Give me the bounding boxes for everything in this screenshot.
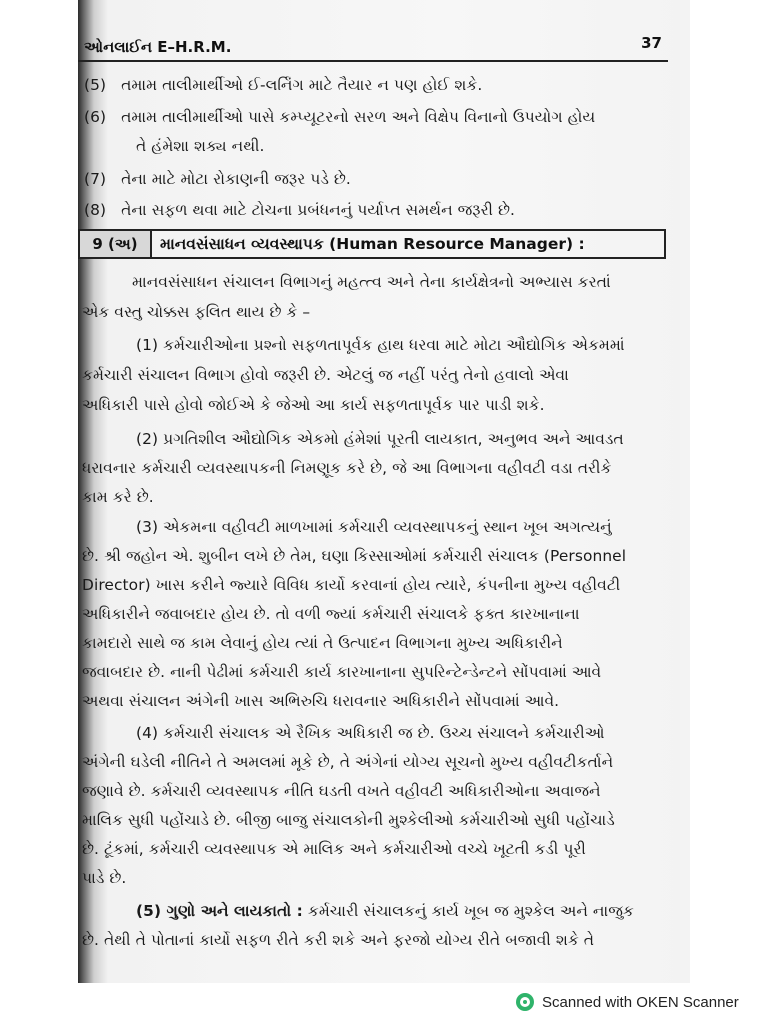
paragraph-line: કર્મચારી સંચાલન વિભાગ હોવો જરૂરી છે. એટલું જ નહીં પરંતુ તેનો હવાલો એવા xyxy=(82,366,569,384)
paragraph-line: કામદારો સાથે જ કામ લેવાનું હોય ત્યાં તે ઉત્પાદન વિભાગના મુખ્ય અધિકારીને xyxy=(82,634,563,652)
paragraph-line: એક વસ્તુ ચોક્કસ ફલિત થાય છે કે – xyxy=(82,303,311,321)
paragraph-line: જવાબદાર છે. નાની પેઢીમાં કર્મચારી કાર્ય કારખાનાના સુપરિન્ટેન્ડેન્ટને સોંપવામાં આવે xyxy=(82,663,602,681)
paragraph-line: છે. શ્રી જહોન એ. શુબીન લખે છે તેમ, ઘણા કિસ્સાઓમાં કર્મચારી સંચાલક (Personnel xyxy=(82,547,627,565)
paragraph-line: Director) ખાસ કરીને જ્યારે વિવિધ કાર્યો કરવાનાં હોય ત્યારે, કંપનીના મુખ્ય વહીવટી xyxy=(82,576,621,594)
paragraph-line: (1) કર્મચારીઓના પ્રશ્નો સફળતાપૂર્વક હાથ ધરવા માટે મોટા ઔદ્યોગિક એકમમાં xyxy=(136,336,625,354)
page-header xyxy=(78,34,668,62)
subheading-lead: (5) ગુણો અને લાયકાતો : xyxy=(136,902,303,920)
paragraph-line: (3) એકમના વહીવટી માળખામાં કર્મચારી વ્યવસ્થાપકનું સ્થાન ખૂબ અગત્યનું xyxy=(136,518,612,536)
paragraph-line: માલિક સુધી પહોંચાડે છે. બીજી બાજુ સંચાલકોની મુશ્કેલીઓ કર્મચારીઓ સુધી પહોંચાડે xyxy=(82,811,615,829)
paragraph-line: છે. તેથી તે પોતાનાં કાર્યો સફળ રીતે કરી શકે અને ફરજો યોગ્ય રીતે બજાવી શકે તે xyxy=(82,931,595,949)
oken-scanner-icon xyxy=(516,993,534,1011)
section-title: માનવસંસાધન વ્યવસ્થાપક (Human Resource Manager) : xyxy=(160,235,585,253)
header-title: ઓનલાઈન E–H.R.M. xyxy=(84,38,232,56)
paragraph-line: (5) ગુણો અને લાયકાતો : કર્મચારી સંચાલકનું કાર્ય ખૂબ જ મુશ્કેલ અને નાજુક xyxy=(136,902,634,920)
paragraph-line: ધરાવનાર કર્મચારી વ્યવસ્થાપકની નિમણૂક કરે છે, જે આ વિભાગના વહીવટી વડા તરીકે xyxy=(82,459,612,477)
paragraph-line: અધિકારીને જવાબદાર હોય છે. તો વળી જ્યાં કર્મચારી સંચાલકે ફક્ત કારખાનાના xyxy=(82,605,580,623)
watermark-text: Scanned with OKEN Scanner xyxy=(542,993,739,1011)
paragraph-line: અંગેની ઘડેલી નીતિને તે અમલમાં મૂકે છે, તે અંગેનાં યોગ્ય સૂચનો મુખ્ય વહીવટીકર્તાને xyxy=(82,753,614,771)
paragraph-line: માનવસંસાધન સંચાલન વિભાગનું મહત્ત્વ અને તેના કાર્યક્ષેત્રનો અભ્યાસ કરતાં xyxy=(132,273,611,291)
scanner-watermark xyxy=(516,990,739,1014)
section-number: 9 (અ) xyxy=(80,231,152,257)
paragraph-line: છે. ટૂંકમાં, કર્મચારી વ્યવસ્થાપક એ માલિક અને કર્મચારીઓ વચ્ચે ખૂટતી કડી પૂરી xyxy=(82,840,586,858)
list-item: (7) તેના માટે મોટા રોકાણની જરૂર પડે છે. xyxy=(84,170,351,188)
list-item: (8) તેના સફળ થવા માટે ટોચના પ્રબંધનનું પર્યાપ્ત સમર્થન જરૂરી છે. xyxy=(84,201,516,219)
paragraph-line: પાડે છે. xyxy=(82,869,127,887)
paragraph-line: (4) કર્મચારી સંચાલક એ રૈખિક અધિકારી જ છે. ઉચ્ચ સંચાલને કર્મચારીઓ xyxy=(136,724,605,742)
paragraph-line: જણાવે છે. કર્મચારી વ્યવસ્થાપક નીતિ ઘડતી વખતે વહીવટી અધિકારીઓના અવાજને xyxy=(82,782,601,800)
scanned-page xyxy=(78,0,690,983)
paragraph-line: અથવા સંચાલન અંગેની ખાસ અભિરુચિ ધરાવનાર અધિકારીને સોંપવામાં આવે. xyxy=(82,692,560,710)
list-item: (5) તમામ તાલીમાર્થીઓ ઈ-લર્નિંગ માટે તૈયાર ન પણ હોઈ શકે. xyxy=(84,76,483,94)
section-heading xyxy=(78,229,666,259)
page-number: 37 xyxy=(641,34,662,52)
paragraph-line: કામ કરે છે. xyxy=(82,488,154,506)
list-item: (6) તમામ તાલીમાર્થીઓ પાસે કમ્પ્યૂટરનો સરળ અને વિક્ષેપ વિનાનો ઉપયોગ હોય xyxy=(84,108,596,126)
list-item-continuation: તે હંમેશા શક્ય નથી. xyxy=(136,137,265,155)
paragraph-line: (2) પ્રગતિશીલ ઔદ્યોગિક એકમો હંમેશાં પૂરતી લાયકાત, અનુભવ અને આવડત xyxy=(136,430,624,448)
paragraph-line: અધિકારી પાસે હોવો જોઈએ કે જેઓ આ કાર્ય સફળતાપૂર્વક પાર પાડી શકે. xyxy=(82,396,545,414)
